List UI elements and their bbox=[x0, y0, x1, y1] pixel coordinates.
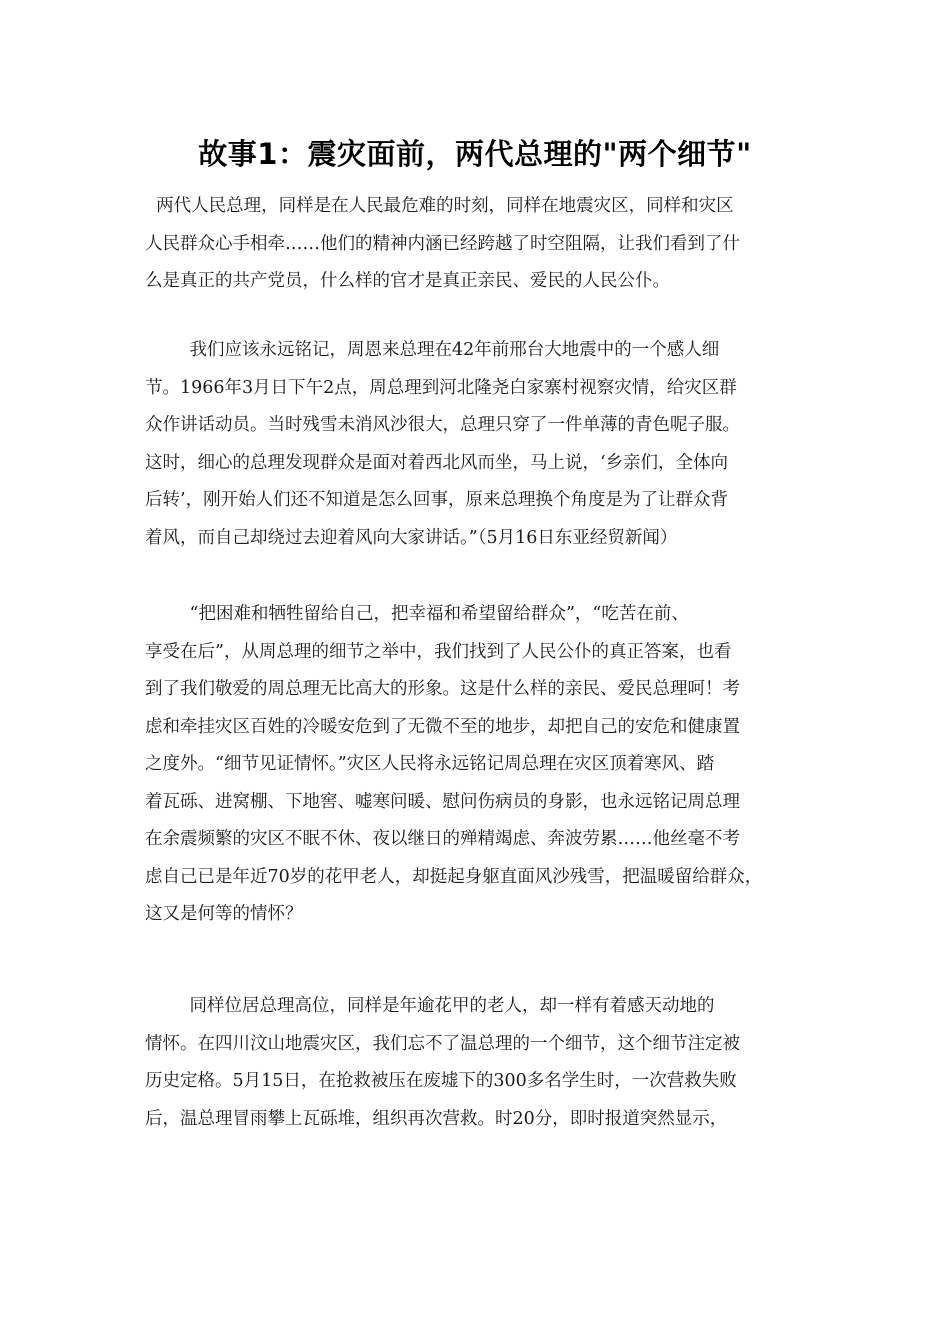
text-line: 享受在后”，从周总理的细节之举中，我们找到了人民公仆的真正答案，也看 bbox=[145, 641, 732, 662]
text-line: 在余震频繁的灾区不眠不休、夜以继日的殚精竭虑、奔波劳累……他丝毫不考 bbox=[145, 829, 740, 849]
document-title: 故事1：震灾面前，两代总理的"两个细节" bbox=[198, 137, 752, 171]
text-line: 到了我们敬爱的周总理无比高大的形象。这是什么样的亲民、爱民总理呵！考 bbox=[145, 679, 740, 699]
text-line: 之度外。“细节见证情怀。”灾区人民将永远铭记周总理在灾区顶着寒风、踏 bbox=[145, 754, 715, 774]
text-line: 同样位居总理高位，同样是年逾花甲的老人，却一样有着感天动地的 bbox=[145, 996, 715, 1016]
paragraph-commentary bbox=[145, 596, 815, 934]
text-line: 情怀。在四川汶山地震灾区，我们忘不了温总理的一个细节，这个细节注定被 bbox=[145, 1033, 740, 1054]
text-line: 虑自己已是年近70岁的花甲老人，却挺起身躯直面风沙残雪，把温暖留给群众， bbox=[145, 866, 763, 887]
text-line: 节。1966年3月日下午2点，周总理到河北隆尧白家寨村视察灾情，给灾区群 bbox=[145, 377, 737, 398]
text-line: 这又是何等的情怀？ bbox=[145, 904, 303, 924]
text-line: 着瓦砾、进窝棚、下地窖、嘘寒问暖、慰问伤病员的身影，也永远铭记周总理 bbox=[145, 791, 740, 812]
text-line: 后转’，刚开始人们还不知道是怎么回事，原来总理换个角度是为了让群众背 bbox=[145, 490, 729, 510]
paragraph-intro bbox=[145, 188, 815, 301]
text-line: 人民群众心手相牵……他们的精神内涵已经跨越了时空阻隔，让我们看到了什 bbox=[145, 233, 740, 254]
paragraph-zhou-enlai bbox=[145, 332, 815, 557]
paragraph-wen-jiabao bbox=[145, 988, 815, 1138]
text-line: 两代人民总理，同样是在人民最危难的时刻，同样在地震灾区，同样和灾区 bbox=[145, 196, 734, 216]
text-line: 么是真正的共产党员，什么样的官才是真正亲民、爱民的人民公仆。 bbox=[145, 271, 670, 291]
text-line: 我们应该永远铭记，周恩来总理在42年前邢台大地震中的一个感人细 bbox=[145, 340, 720, 360]
text-line: “把困难和牺牲留给自己，把幸福和希望留给群众”，“吃苦在前、 bbox=[145, 604, 689, 624]
text-line: 虑和牵挂灾区百姓的冷暖安危到了无微不至的地步，却把自己的安危和健康置 bbox=[145, 716, 740, 737]
text-line: 众作讲话动员。当时残雪未消风沙很大，总理只穿了一件单薄的青色呢子服。 bbox=[145, 415, 740, 435]
text-line: 这时，细心的总理发现群众是面对着西北风而坐，马上说，‘乡亲们，全体向 bbox=[145, 452, 729, 473]
text-line: 历史定格。5月15日，在抢救被压在废墟下的300多名学生时，一次营救失败 bbox=[145, 1071, 737, 1091]
text-line: 后，温总理冒雨攀上瓦砾堆，组织再次营救。时20分，即时报道突然显示， bbox=[145, 1108, 728, 1129]
text-line: 着风，而自己却绕过去迎着风向大家讲话。”（5月16日东亚经贸新闻） bbox=[145, 527, 678, 548]
